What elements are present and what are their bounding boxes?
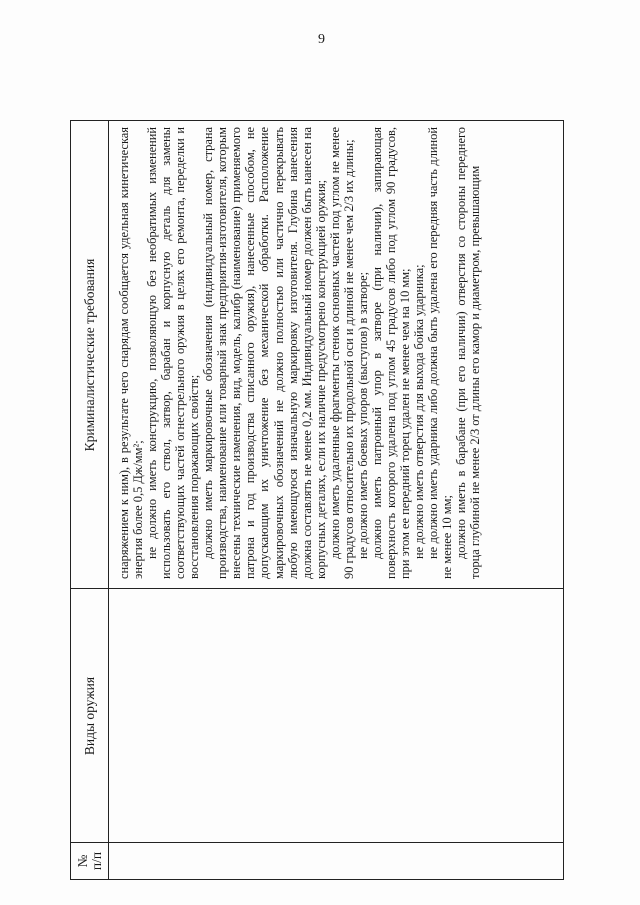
requirement-paragraph: должно иметь патронный упор в затворе (при наличии), запирающая поверхность которого удалена под углом 45 градусов либо под углом 90 градусов, при этом ее передний торец удален не менее чем на 10 мм; (369, 127, 412, 579)
table-header-row (71, 121, 109, 879)
requirement-paragraph: не должно иметь отверстия для выхода бойка ударника; (411, 264, 426, 559)
requirement-paragraph: не должно иметь ударника либо должна быть удалена его передняя часть длиной не менее 10 мм; (426, 127, 455, 579)
requirement-paragraph: должно иметь маркировочные обозначения (индивидуальный номер, страна производства, наименование или товарный знак предприятия-изготовителя, которым внесены технические изменения, вид, модель, калибр (наименование) применяемого патрона и год производства списанного оружия), нанесенные способом, не допускающим их уничтожение без механической обработки. Расположение маркировочных обозначений не должно полностью или частично перекрывать любую имеющуюся изначальную маркировку изготовителя. Глубина нанесения должна составлять не менее 0,2 мм. Индивидуальный номер должен быть нанесен на корпусных деталях, если их наличие предусмотрено конструкцией оружия; (201, 127, 328, 579)
requirement-paragraph: должно иметь удаленные фрагменты стенок основных частей под углом не менее 90 градусов относительно их продольной оси и длиной не менее чем 2/3 их длины; (327, 127, 356, 579)
header-weapon-types-label: Виды оружия (82, 676, 97, 756)
requirements-cell (117, 127, 482, 579)
header-weapon-types (71, 589, 109, 843)
header-requirements-label: Криминалистические требования (82, 258, 97, 452)
header-number (71, 843, 109, 879)
requirements-table (70, 120, 564, 880)
header-requirements (71, 121, 109, 589)
header-number-label: № п/п (75, 851, 104, 871)
page-number: 9 (318, 32, 325, 47)
requirement-paragraph: не должно иметь конструкцию, позволяющую без необратимых изменений использовать его ствол, затвор, барабан и корпусную деталь для замены соответствующих частей огнестрельного оружия в целях его ремонта, переделки и восстановления поражающих свойств; (145, 127, 202, 579)
requirement-paragraph: должно иметь в барабане (при его наличии) отверстия со стороны переднего торца глубиной не менее 2/3 от длины его камор и диаметром, превышающим (454, 127, 483, 579)
requirement-paragraph: не должно иметь боевых упоров (выступов) в затворе; (355, 271, 370, 559)
requirement-paragraph: снаряжением к ним), в результате чего снарядам сообщается удельная кинетическая энергия более 0,5 Дж/мм²; (117, 127, 146, 579)
table-body-row (109, 121, 563, 879)
